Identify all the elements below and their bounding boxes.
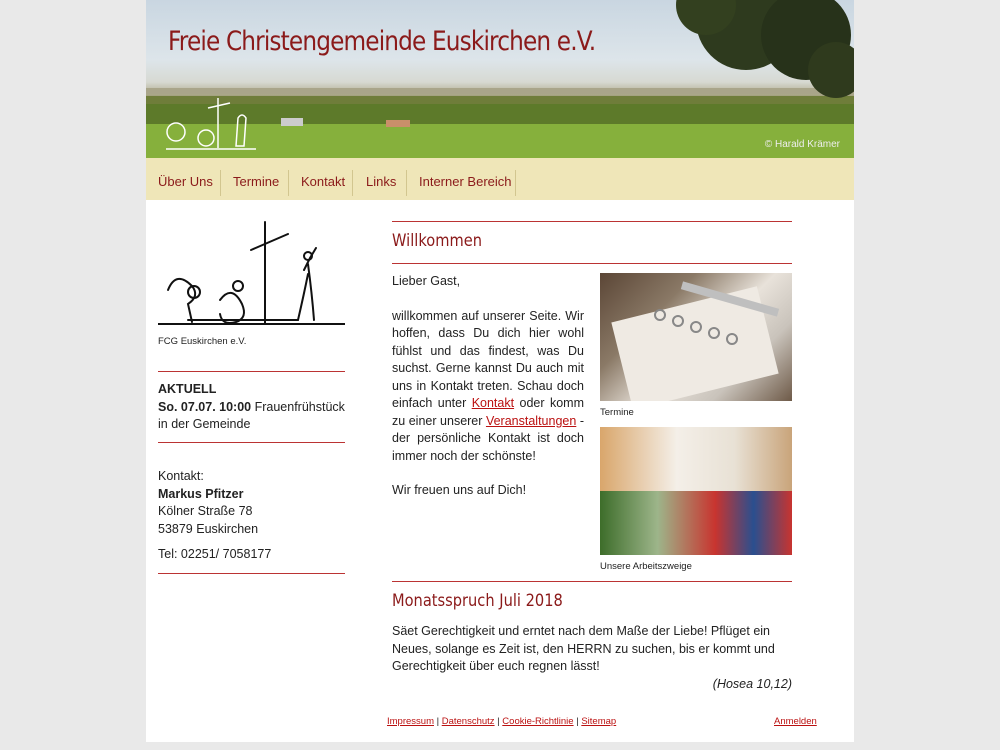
nav-item-kontakt[interactable]: Kontakt [301,174,346,189]
greeting: Lieber Gast, [392,274,461,288]
divider [158,442,345,443]
paragraph-text: oder komm zu einer unserer [392,396,584,428]
kontakt-link[interactable]: Kontakt [471,396,515,410]
paragraph-text: willkommen auf unserer Seite. Wir hoffen, dass Du dich hier wohl fühlst und das findest, was Du suchst. Gerne kannst Du auch mit uns in Kontakt treten. Schau doch einfach unter [392,308,584,410]
nav-separator [406,170,407,196]
monthly-verse: Säet Gerechtigkeit und erntet nach dem Maße der Liebe! Pflüget ein Neues, solange es Zeit ist, den HERRN zu suchen, bis er kommt und Gerechtigkeit über euch regnen lässt! [392,624,775,673]
event-text: Frauenfrühstück in der Gemeinde [158,399,345,431]
photo-credit: © Harald Krämer [764,139,840,150]
nav-separator [515,170,516,196]
sitemap-link[interactable]: Sitemap [581,716,617,727]
monthly-verse-heading: Monatsspruch Juli 2018 [392,591,563,611]
contact-label: Kontakt: [158,469,204,483]
divider [392,581,792,582]
arbeitszweige-image[interactable] [600,427,792,555]
footer-separator: | [573,716,582,727]
welcome-paragraph [392,308,584,466]
main-navigation [146,158,854,200]
footer-links [387,716,616,727]
nav-item-links[interactable]: Links [366,174,397,189]
logo-caption: FCG Euskirchen e.V. [158,336,247,347]
site-title[interactable]: Freie Christengemeinde Euskirchen e.V. [168,26,596,57]
datenschutz-link[interactable]: Datenschutz [441,716,495,727]
divider [392,221,792,222]
nav-item-interner-bereich[interactable]: Interner Bereich [419,174,512,189]
contact-box [158,468,345,564]
veranstaltungen-link[interactable]: Veranstaltungen [485,413,577,428]
impressum-link[interactable]: Impressum [387,716,434,727]
nav-item-termine[interactable]: Termine [233,174,280,189]
landscape-photo [146,0,854,158]
contact-name: Markus Pfitzer [158,486,244,501]
footer-separator: | [433,716,442,727]
news-box [158,381,345,434]
divider [392,263,792,264]
coffee-photo [600,427,792,491]
news-heading: AKTUELL [158,382,217,396]
planner-graphic [600,273,792,401]
login-area [774,716,817,727]
event-date: So. 07.07. 10:00 [158,399,252,414]
divider [158,573,345,574]
image-caption: Unsere Arbeitszweige [600,561,692,572]
contact-city: 53879 Euskirchen [158,521,259,536]
closing-text: Wir freuen uns auf Dich! [392,483,527,497]
image-caption: Termine [600,407,634,418]
cookie-link[interactable]: Cookie-Richtlinie [502,716,574,727]
ranger-badge-photo [600,491,792,555]
divider [158,371,345,372]
termine-image[interactable] [600,273,792,401]
contact-phone: Tel: 02251/ 7058177 [158,547,272,561]
welcome-text [392,273,584,500]
church-logo [158,220,345,332]
nav-item-ueber-uns[interactable]: Über Uns [158,174,213,189]
contact-street: Kölner Straße 78 [158,504,253,518]
welcome-heading: Willkommen [392,231,482,251]
nav-separator [220,170,221,196]
anmelden-link[interactable]: Anmelden [774,716,817,727]
nav-separator [288,170,289,196]
header-banner [146,0,854,158]
nav-separator [352,170,353,196]
paragraph-text: - der persönliche Kontakt ist doch immer noch der schönste! [392,413,584,463]
page-container [146,0,854,742]
verse-reference: (Hosea 10,12) [712,677,792,691]
footer-separator: | [494,716,503,727]
